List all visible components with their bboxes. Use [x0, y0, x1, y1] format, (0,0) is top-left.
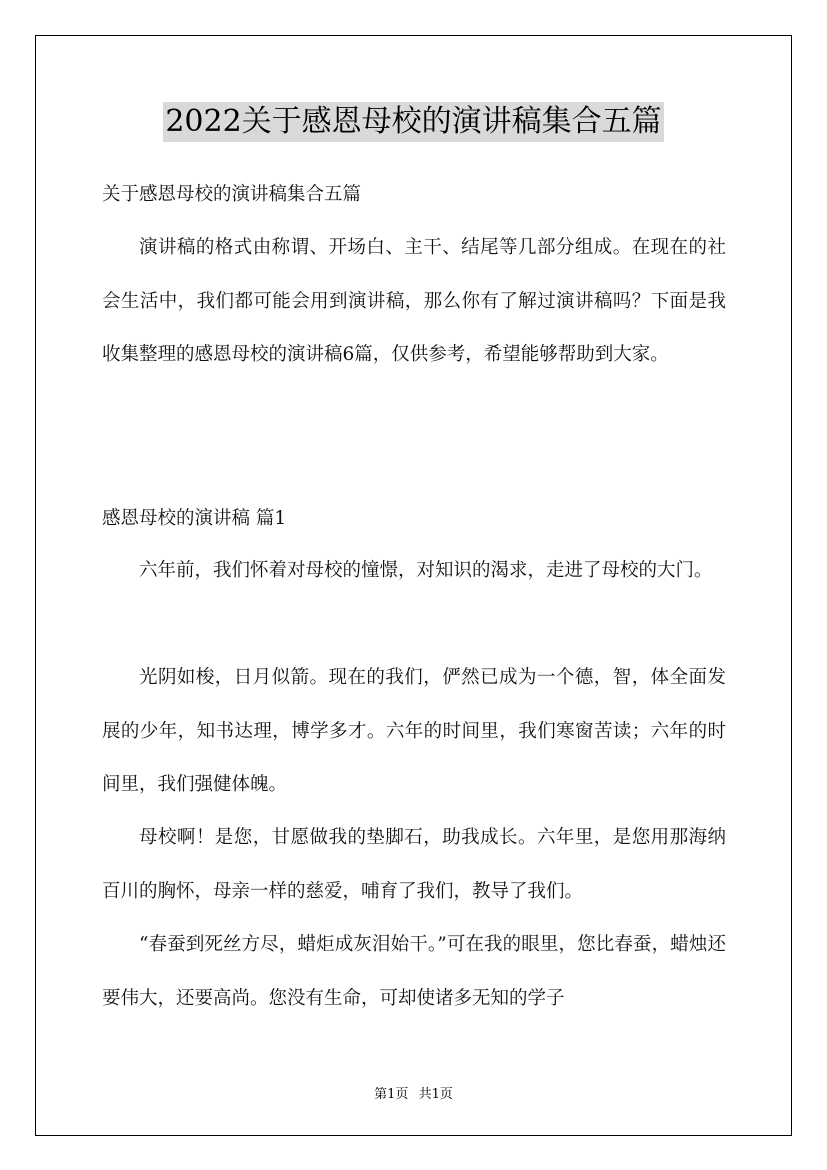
intro-paragraph: 演讲稿的格式由称谓、开场白、主干、结尾等几部分组成。在现在的社会生活中，我们都可能会用到演讲稿，那么你有了解过演讲稿吗？下面是我收集整理的感恩母校的演讲稿6篇，仅供参考，希望能够帮助到大家。: [102, 237, 726, 365]
document-subtitle: 关于感恩母校的演讲稿集合五篇: [102, 184, 362, 205]
page-number: 第1页: [374, 1087, 409, 1102]
document-title: 2022关于感恩母校的演讲稿集合五篇: [163, 102, 663, 142]
body-paragraph: 母校啊！是您，甘愿做我的垫脚石，助我成长。六年里，是您用那海纳百川的胸怀，母亲一样的慈爱，哺育了我们，教导了我们。: [102, 827, 726, 902]
page-footer: [0, 1083, 827, 1102]
body-paragraph: 光阴如梭，日月似箭。现在的我们，俨然已成为一个德，智，体全面发展的少年，知书达理，博学多才。六年的时间里，我们寒窗苦读；六年的时间里，我们强健体魄。: [102, 667, 726, 795]
page-total: 共1页: [418, 1087, 453, 1102]
section-heading: 感恩母校的演讲稿 篇1: [102, 508, 287, 529]
title-container: [0, 102, 827, 142]
body-paragraph: “春蚕到死丝方尽，蜡炬成灰泪始干。”可在我的眼里，您比春蚕，蜡烛还要伟大，还要高尚。您没有生命，可却使诸多无知的学子: [102, 934, 726, 1009]
body-paragraph: 六年前，我们怀着对母校的憧憬，对知识的渴求，走进了母校的大门。: [139, 560, 713, 581]
